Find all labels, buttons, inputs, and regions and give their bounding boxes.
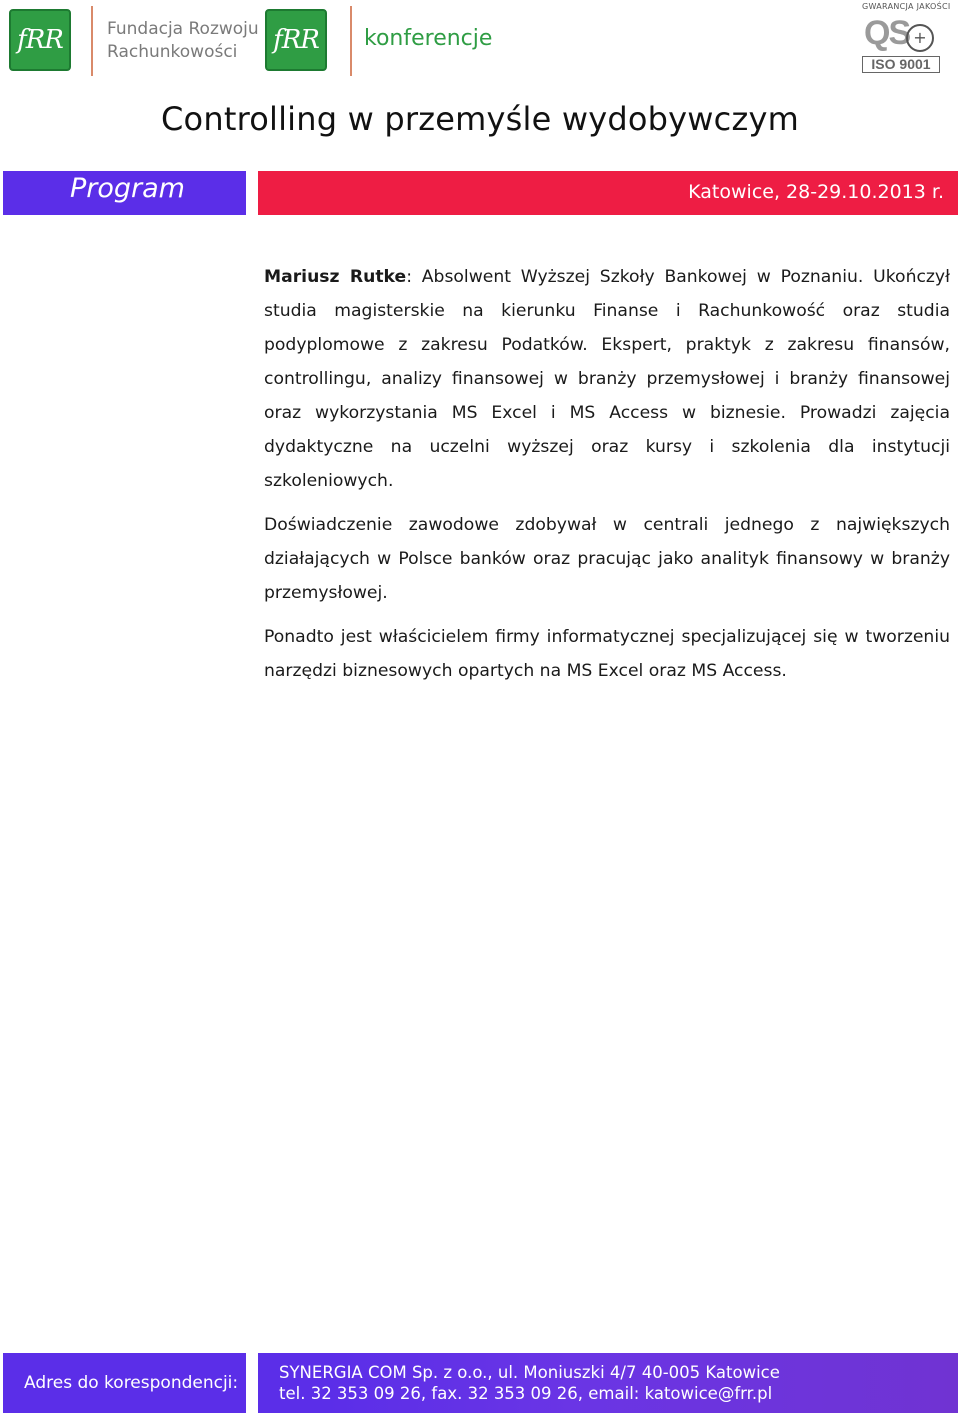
- place-date-label: Katowice, 28-29.10.2013 r.: [688, 181, 944, 203]
- bio-paragraph-1-text: : Absolwent Wyższej Szkoły Bankowej w Poznaniu. Ukończył studia magisterskie na kierunku Finanse i Rachunkowość oraz studia podyplomowe z zakresu Podatków. Ekspert, praktyk z zakresu finansów, controllingu, analizy finansowej w branży przemysłowej i branży finansowej oraz wykorzystania MS Excel i MS Access w biznesie. Prowadzi zajęcia dydaktyczne na uczelni wyższej oraz kursy i szkolenia dla instytucji szkoleniowych.: [264, 267, 950, 491]
- org-name-line2: Rachunkowości: [107, 42, 238, 62]
- frr-konferencje-logo: fRR: [265, 9, 327, 71]
- iso-top-text: GWARANCJA JAKOŚCI: [862, 2, 951, 11]
- footer-address-band: [258, 1353, 958, 1413]
- iso-certificate-badge: [862, 2, 951, 74]
- frr-logo: fRR: [9, 9, 71, 71]
- footer-address-line: SYNERGIA COM Sp. z o.o., ul. Moniuszki 4/7 40-005 Katowice: [279, 1363, 780, 1382]
- footer-label: Adres do korespondencji:: [24, 1373, 239, 1393]
- bio-paragraph-2: Doświadczenie zawodowe zdobywał w centrali jednego z największych działających w Polsce banków oraz pracując jako analityk finansowy w branży przemysłowej.: [264, 515, 950, 603]
- program-label: Program: [70, 173, 185, 204]
- org-name-line1: Fundacja Rozwoju: [107, 19, 259, 39]
- iso-9001-label: ISO 9001: [862, 56, 940, 73]
- bio-paragraph-1: [264, 260, 950, 498]
- header-divider-2: [350, 6, 352, 76]
- bio-text: [264, 260, 950, 698]
- page-title: Controlling w przemyśle wydobywczym: [161, 100, 799, 138]
- swiss-seal-icon: [906, 24, 934, 52]
- bio-paragraph-3: Ponadto jest właścicielem firmy informatycznej specjalizującej się w tworzeniu narzędzi biznesowych opartych na MS Excel oraz MS Access.: [264, 627, 950, 681]
- konferencje-label: konferencje: [364, 26, 493, 51]
- header-divider: [91, 6, 93, 76]
- qs-logo: QS: [864, 14, 910, 52]
- footer-contact-line: tel. 32 353 09 26, fax. 32 353 09 26, email: katowice@frr.pl: [279, 1384, 773, 1403]
- bio-name: Mariusz Rutke: [264, 267, 407, 287]
